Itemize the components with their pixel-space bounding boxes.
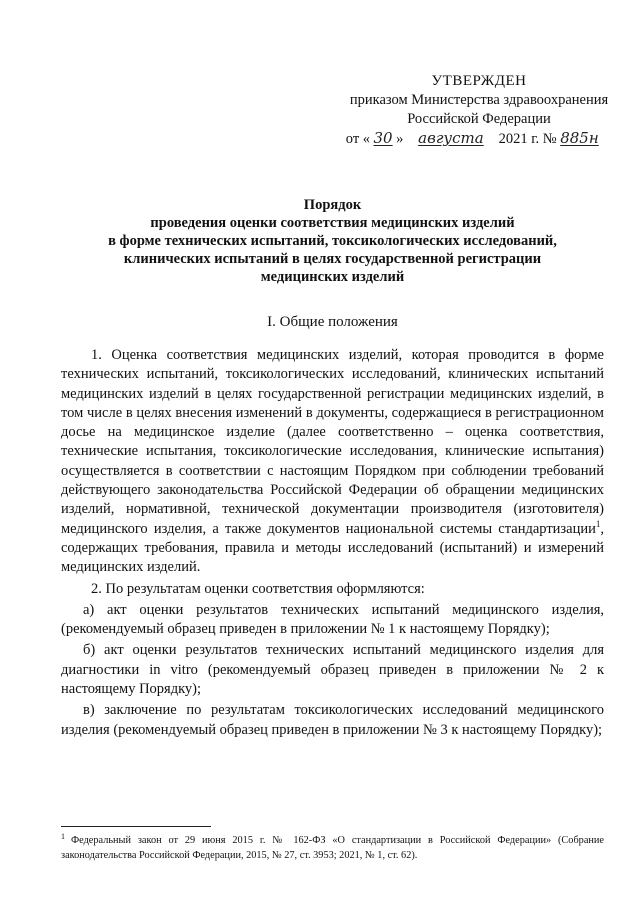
list-item-b: б) акт оценки результатов технических испытаний медицинского изделия для диагностики in vitro (рекомендуемый образец приведен в приложении № 2 к настоящему Порядку); <box>61 642 604 698</box>
paragraph-1-text-end: , содержащих требования, правила и методы исследований (испытаний) и измерений медицинских изделий. <box>61 520 604 576</box>
list-item-a: а) акт оценки результатов технических испытаний медицинского изделия, (рекомендуемый образец приведен в приложении № 1 к настоящему Порядку); <box>61 601 604 638</box>
order-date-prefix: от « <box>345 131 371 147</box>
paragraph-2: 2. По результатам оценки соответствия оформляются: <box>91 580 425 597</box>
list-item-c: в) заключение по результатам токсикологических исследований медицинского изделия (рекомендуемый образец приведен в приложении № 3 к настоящему Порядку); <box>61 702 604 738</box>
order-number-handwritten: 885н <box>560 129 599 147</box>
approval-title: УТВЕРЖДЕН <box>431 73 527 89</box>
title-line-4: клинических испытаний в целях государственной регистрации <box>123 251 542 267</box>
order-year: 2021 г. № <box>494 131 561 147</box>
title-line-3: в форме технических испытаний, токсикологических исследований, <box>108 233 557 249</box>
footnote <box>61 833 604 863</box>
document-body <box>61 346 604 742</box>
paragraph-1 <box>61 346 604 578</box>
footnote-marker: 1 <box>61 831 65 841</box>
order-day-handwritten: 30 <box>373 129 393 147</box>
footnote-text: Федеральный закон от 29 июня 2015 г. № 162-ФЗ «О стандартизации в Российской Федерации» (Собрание законодательства Российской Федерации, 2015, № 27, ст. 3953; 2021, № 1, ст. 62). <box>61 835 604 861</box>
order-date-mid: » <box>396 131 407 147</box>
order-month-handwritten: августа <box>418 129 484 147</box>
approval-order-line <box>326 129 620 149</box>
approval-issuer-country: Российской Федерации <box>407 111 551 127</box>
title-line-2: проведения оценки соответствия медицинских изделий <box>150 215 515 231</box>
title-line-5: медицинских изделий <box>260 269 405 285</box>
approval-issuer: приказом Министерства здравоохранения <box>349 92 609 108</box>
footnote-divider <box>61 826 211 827</box>
paragraph-1-text: 1. Оценка соответствия медицинских изделий, которая проводится в форме технических испытаний, токсикологических исследований, клинических испытаний медицинских изделий в целях государственной регистрации медицинских изделий, в том числе в целях внесения изменений в документы, содержащиеся в регистрационном досье на медицинское изделие (далее соответственно – оценка соответствия, технические испытания, токсикологические исследования, клинические испытания) осуществляется в соответствии с настоящим Порядком при соблюдении требований действующего законодательства Российской Федерации об обращении медицинских изделий, нормативной, технической документации производителя (изготовителя) медицинского изделия, а также документов национальной системы стандартизации <box>61 347 604 537</box>
footnote-ref: 1 <box>595 518 601 529</box>
document-title <box>60 196 605 286</box>
title-line-1: Порядок <box>303 197 362 213</box>
approval-block <box>338 72 620 149</box>
section-title: I. Общие положения <box>267 314 398 330</box>
